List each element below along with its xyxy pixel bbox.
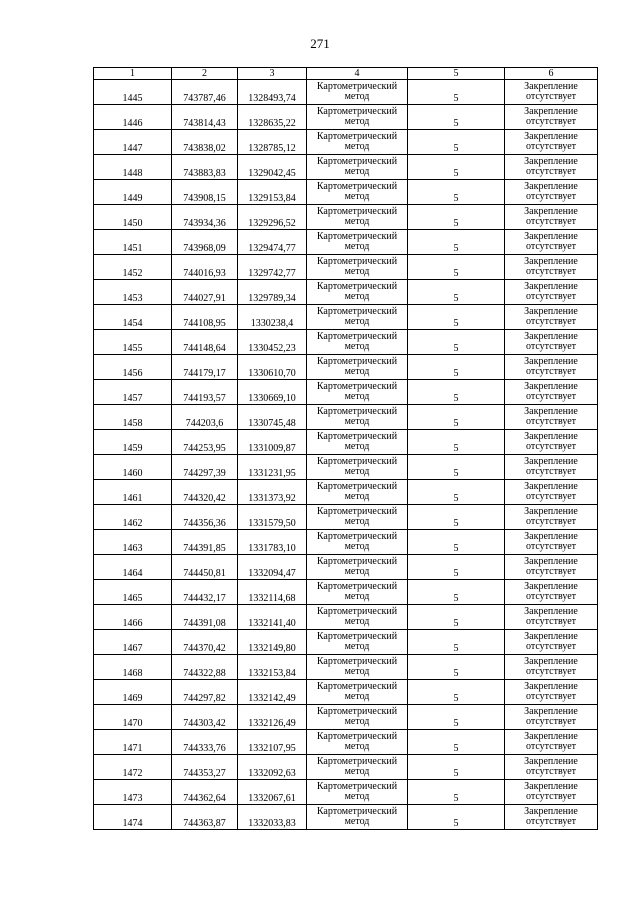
table-row [94,430,598,455]
y-coordinate-cell: 1330610,70 [238,355,307,380]
accuracy-cell: 5 [408,280,505,305]
fixation-cell: Закрепление отсутствует [505,430,598,455]
fixation-cell: Закрепление отсутствует [505,480,598,505]
fixation-cell: Закрепление отсутствует [505,280,598,305]
point-number-cell: 1459 [94,430,172,455]
point-number-cell: 1461 [94,480,172,505]
x-coordinate-cell: 744322,88 [172,655,238,680]
x-coordinate-cell: 743838,02 [172,130,238,155]
method-cell: Картометрический метод [307,505,408,530]
column-header: 5 [408,68,505,80]
fixation-cell: Закрепление отсутствует [505,605,598,630]
point-number-cell: 1447 [94,130,172,155]
accuracy-cell: 5 [408,255,505,280]
point-number-cell: 1454 [94,305,172,330]
y-coordinate-cell: 1332114,68 [238,580,307,605]
table-row [94,530,598,555]
y-coordinate-cell: 1332141,40 [238,605,307,630]
y-coordinate-cell: 1330669,10 [238,380,307,405]
coordinates-table [93,67,598,830]
method-cell: Картометрический метод [307,105,408,130]
accuracy-cell: 5 [408,780,505,805]
x-coordinate-cell: 744303,42 [172,705,238,730]
fixation-cell: Закрепление отсутствует [505,405,598,430]
fixation-cell: Закрепление отсутствует [505,380,598,405]
point-number-cell: 1471 [94,730,172,755]
point-number-cell: 1453 [94,280,172,305]
table-row [94,555,598,580]
point-number-cell: 1474 [94,805,172,830]
x-coordinate-cell: 744432,17 [172,580,238,605]
x-coordinate-cell: 744362,64 [172,780,238,805]
x-coordinate-cell: 743968,09 [172,230,238,255]
point-number-cell: 1465 [94,580,172,605]
y-coordinate-cell: 1331231,95 [238,455,307,480]
y-coordinate-cell: 1332107,95 [238,730,307,755]
accuracy-cell: 5 [408,305,505,330]
accuracy-cell: 5 [408,205,505,230]
y-coordinate-cell: 1332149,80 [238,630,307,655]
accuracy-cell: 5 [408,580,505,605]
column-header: 2 [172,68,238,80]
fixation-cell: Закрепление отсутствует [505,205,598,230]
accuracy-cell: 5 [408,180,505,205]
fixation-cell: Закрепление отсутствует [505,680,598,705]
table-row [94,105,598,130]
table-row [94,680,598,705]
accuracy-cell: 5 [408,705,505,730]
table-row [94,805,598,830]
fixation-cell: Закрепление отсутствует [505,755,598,780]
point-number-cell: 1446 [94,105,172,130]
accuracy-cell: 5 [408,680,505,705]
y-coordinate-cell: 1329742,77 [238,255,307,280]
x-coordinate-cell: 744297,39 [172,455,238,480]
method-cell: Картометрический метод [307,280,408,305]
accuracy-cell: 5 [408,355,505,380]
fixation-cell: Закрепление отсутствует [505,730,598,755]
method-cell: Картометрический метод [307,255,408,280]
fixation-cell: Закрепление отсутствует [505,630,598,655]
y-coordinate-cell: 1330745,48 [238,405,307,430]
method-cell: Картометрический метод [307,305,408,330]
y-coordinate-cell: 1328635,22 [238,105,307,130]
method-cell: Картометрический метод [307,755,408,780]
y-coordinate-cell: 1329042,45 [238,155,307,180]
table-row [94,505,598,530]
y-coordinate-cell: 1332094,47 [238,555,307,580]
fixation-cell: Закрепление отсутствует [505,530,598,555]
fixation-cell: Закрепление отсутствует [505,305,598,330]
table-row [94,730,598,755]
y-coordinate-cell: 1329474,77 [238,230,307,255]
fixation-cell: Закрепление отсутствует [505,705,598,730]
point-number-cell: 1457 [94,380,172,405]
table-row [94,455,598,480]
method-cell: Картометрический метод [307,580,408,605]
accuracy-cell: 5 [408,505,505,530]
method-cell: Картометрический метод [307,680,408,705]
table-row [94,655,598,680]
method-cell: Картометрический метод [307,805,408,830]
point-number-cell: 1451 [94,230,172,255]
accuracy-cell: 5 [408,330,505,355]
method-cell: Картометрический метод [307,230,408,255]
accuracy-cell: 5 [408,105,505,130]
page-number: 271 [310,36,330,51]
point-number-cell: 1469 [94,680,172,705]
method-cell: Картометрический метод [307,455,408,480]
point-number-cell: 1452 [94,255,172,280]
x-coordinate-cell: 744253,95 [172,430,238,455]
x-coordinate-cell: 744333,76 [172,730,238,755]
method-cell: Картометрический метод [307,330,408,355]
x-coordinate-cell: 744027,91 [172,280,238,305]
table-row [94,305,598,330]
table-row [94,755,598,780]
x-coordinate-cell: 744108,95 [172,305,238,330]
y-coordinate-cell: 1329153,84 [238,180,307,205]
accuracy-cell: 5 [408,630,505,655]
accuracy-cell: 5 [408,755,505,780]
point-number-cell: 1450 [94,205,172,230]
table-row [94,130,598,155]
method-cell: Картометрический метод [307,780,408,805]
x-coordinate-cell: 743814,43 [172,105,238,130]
x-coordinate-cell: 744450,81 [172,555,238,580]
point-number-cell: 1472 [94,755,172,780]
table-row [94,230,598,255]
table-row [94,155,598,180]
x-coordinate-cell: 743908,15 [172,180,238,205]
accuracy-cell: 5 [408,730,505,755]
fixation-cell: Закрепление отсутствует [505,330,598,355]
accuracy-cell: 5 [408,455,505,480]
table-row [94,480,598,505]
accuracy-cell: 5 [408,530,505,555]
point-number-cell: 1463 [94,530,172,555]
y-coordinate-cell: 1331783,10 [238,530,307,555]
method-cell: Картометрический метод [307,655,408,680]
x-coordinate-cell: 744391,85 [172,530,238,555]
accuracy-cell: 5 [408,155,505,180]
table-row [94,255,598,280]
y-coordinate-cell: 1331009,87 [238,430,307,455]
x-coordinate-cell: 744148,64 [172,330,238,355]
y-coordinate-cell: 1332142,49 [238,680,307,705]
table-row [94,705,598,730]
accuracy-cell: 5 [408,380,505,405]
x-coordinate-cell: 743934,36 [172,205,238,230]
accuracy-cell: 5 [408,230,505,255]
table-row [94,280,598,305]
table-row [94,80,598,105]
point-number-cell: 1448 [94,155,172,180]
table-row [94,630,598,655]
table-row [94,180,598,205]
accuracy-cell: 5 [408,80,505,105]
fixation-cell: Закрепление отсутствует [505,555,598,580]
accuracy-cell: 5 [408,805,505,830]
header-row [94,68,598,80]
fixation-cell: Закрепление отсутствует [505,180,598,205]
x-coordinate-cell: 744370,42 [172,630,238,655]
point-number-cell: 1458 [94,405,172,430]
table-row [94,205,598,230]
fixation-cell: Закрепление отсутствует [505,255,598,280]
column-header: 4 [307,68,408,80]
x-coordinate-cell: 744203,6 [172,405,238,430]
method-cell: Картометрический метод [307,605,408,630]
fixation-cell: Закрепление отсутствует [505,805,598,830]
method-cell: Картометрический метод [307,130,408,155]
point-number-cell: 1473 [94,780,172,805]
y-coordinate-cell: 1332126,49 [238,705,307,730]
y-coordinate-cell: 1331373,92 [238,480,307,505]
column-header: 6 [505,68,598,80]
table-row [94,330,598,355]
point-number-cell: 1449 [94,180,172,205]
method-cell: Картометрический метод [307,555,408,580]
fixation-cell: Закрепление отсутствует [505,155,598,180]
method-cell: Картометрический метод [307,530,408,555]
accuracy-cell: 5 [408,655,505,680]
y-coordinate-cell: 1330238,4 [238,305,307,330]
y-coordinate-cell: 1329789,34 [238,280,307,305]
method-cell: Картометрический метод [307,480,408,505]
point-number-cell: 1445 [94,80,172,105]
y-coordinate-cell: 1332153,84 [238,655,307,680]
method-cell: Картометрический метод [307,405,408,430]
y-coordinate-cell: 1332067,61 [238,780,307,805]
x-coordinate-cell: 744179,17 [172,355,238,380]
x-coordinate-cell: 743883,83 [172,155,238,180]
point-number-cell: 1467 [94,630,172,655]
fixation-cell: Закрепление отсутствует [505,505,598,530]
table-row [94,405,598,430]
method-cell: Картометрический метод [307,380,408,405]
x-coordinate-cell: 744016,93 [172,255,238,280]
point-number-cell: 1462 [94,505,172,530]
y-coordinate-cell: 1328493,74 [238,80,307,105]
accuracy-cell: 5 [408,430,505,455]
x-coordinate-cell: 744193,57 [172,380,238,405]
y-coordinate-cell: 1328785,12 [238,130,307,155]
y-coordinate-cell: 1331579,50 [238,505,307,530]
method-cell: Картометрический метод [307,430,408,455]
x-coordinate-cell: 744356,36 [172,505,238,530]
fixation-cell: Закрепление отсутствует [505,780,598,805]
method-cell: Картометрический метод [307,730,408,755]
x-coordinate-cell: 744297,82 [172,680,238,705]
accuracy-cell: 5 [408,405,505,430]
method-cell: Картометрический метод [307,180,408,205]
accuracy-cell: 5 [408,480,505,505]
column-header: 1 [94,68,172,80]
fixation-cell: Закрепление отсутствует [505,355,598,380]
point-number-cell: 1464 [94,555,172,580]
fixation-cell: Закрепление отсутствует [505,105,598,130]
fixation-cell: Закрепление отсутствует [505,80,598,105]
method-cell: Картометрический метод [307,355,408,380]
y-coordinate-cell: 1329296,52 [238,205,307,230]
fixation-cell: Закрепление отсутствует [505,130,598,155]
y-coordinate-cell: 1332092,63 [238,755,307,780]
fixation-cell: Закрепление отсутствует [505,580,598,605]
x-coordinate-cell: 744353,27 [172,755,238,780]
table-row [94,780,598,805]
method-cell: Картометрический метод [307,155,408,180]
method-cell: Картометрический метод [307,205,408,230]
point-number-cell: 1460 [94,455,172,480]
x-coordinate-cell: 744363,87 [172,805,238,830]
y-coordinate-cell: 1332033,83 [238,805,307,830]
table-row [94,605,598,630]
method-cell: Картометрический метод [307,630,408,655]
method-cell: Картометрический метод [307,80,408,105]
accuracy-cell: 5 [408,605,505,630]
x-coordinate-cell: 744320,42 [172,480,238,505]
x-coordinate-cell: 743787,46 [172,80,238,105]
fixation-cell: Закрепление отсутствует [505,455,598,480]
x-coordinate-cell: 744391,08 [172,605,238,630]
method-cell: Картометрический метод [307,705,408,730]
fixation-cell: Закрепление отсутствует [505,655,598,680]
point-number-cell: 1456 [94,355,172,380]
accuracy-cell: 5 [408,555,505,580]
point-number-cell: 1470 [94,705,172,730]
point-number-cell: 1468 [94,655,172,680]
table-row [94,355,598,380]
fixation-cell: Закрепление отсутствует [505,230,598,255]
accuracy-cell: 5 [408,130,505,155]
point-number-cell: 1466 [94,605,172,630]
y-coordinate-cell: 1330452,23 [238,330,307,355]
table-row [94,580,598,605]
table-row [94,380,598,405]
column-header: 3 [238,68,307,80]
point-number-cell: 1455 [94,330,172,355]
